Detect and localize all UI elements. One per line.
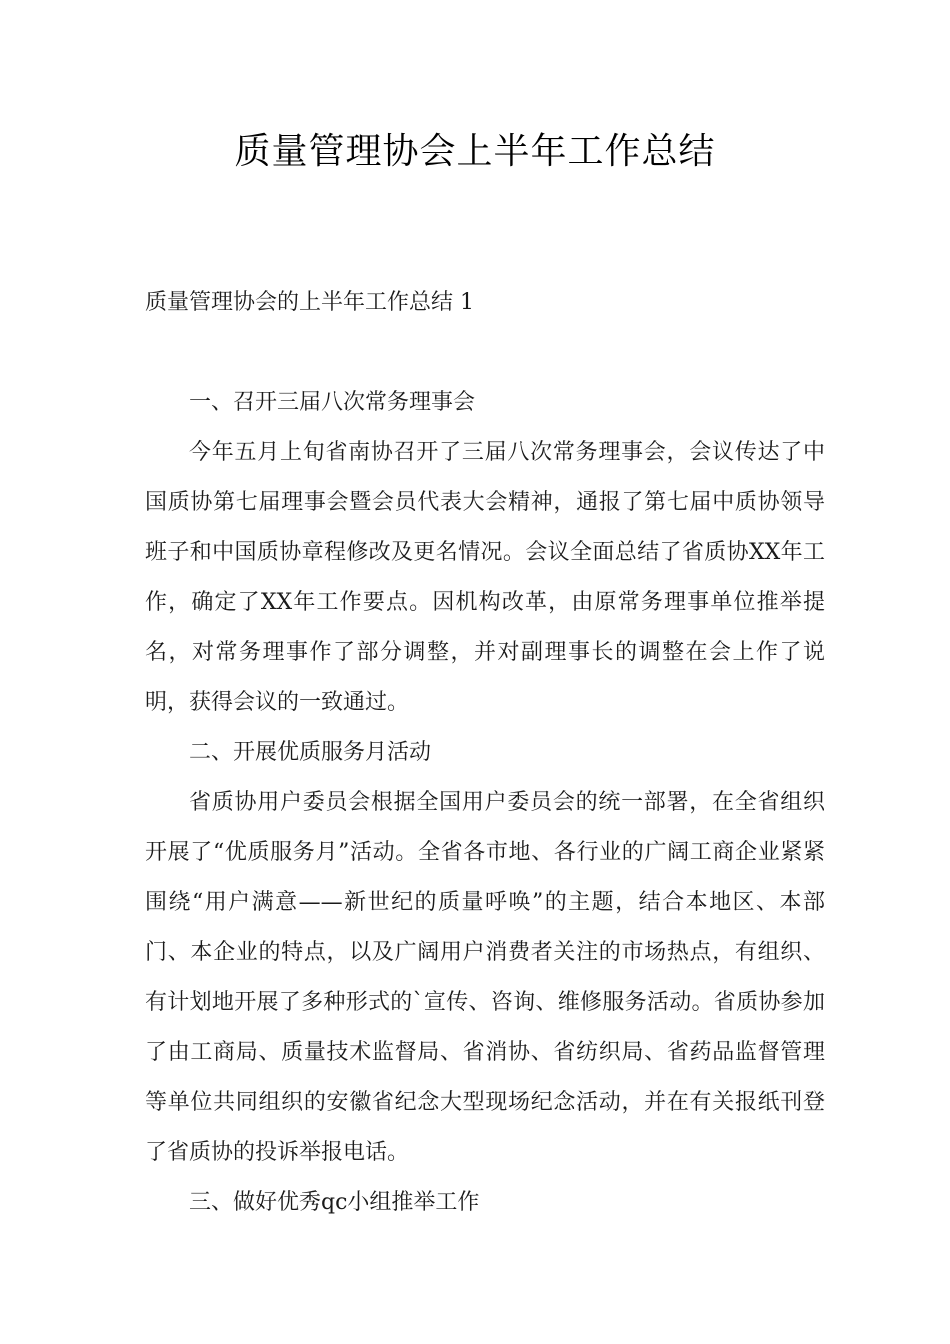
paragraph-1: 今年五月上旬省南协召开了三届八次常务理事会，会议传达了中国质协第七届理事会暨会员代表大会精神，通报了第七届中质协领导班子和中国质协章程修改及更名情况。会议全面总结了省质协XX年工作，确定了XX年工作要点。因机构改革，由原常务理事单位推举提名，对常务理事作了部分调整，并对副理事长的调整在会上作了说明，获得会议的一致通过。 bbox=[145, 440, 825, 715]
section-heading-2: 二、开展优质服务月活动 bbox=[189, 740, 432, 765]
document-body bbox=[145, 378, 825, 1228]
paragraph-2: 省质协用户委员会根据全国用户委员会的统一部署，在全省组织开展了“优质服务月”活动。全省各市地、各行业的广阔工商企业紧紧围绕“用户满意——新世纪的质量呼唤”的主题，结合本地区、本部门、本企业的特点，以及广阔用户消费者关注的市场热点，有组织、有计划地开展了多种形式的`宣传、咨询、维修服务活动。省质协参加了由工商局、质量技术监督局、省消协、省纺织局、省药品监督管理等单位共同组织的安徽省纪念大型现场纪念活动，并在有关报纸刊登了省质协的投诉举报电话。 bbox=[145, 790, 825, 1165]
document-title: 质量管理协会上半年工作总结 bbox=[234, 131, 716, 172]
document-subtitle: 质量管理协会的上半年工作总结 1 bbox=[145, 290, 474, 315]
section-heading-3: 三、做好优秀qc小组推举工作 bbox=[189, 1190, 480, 1215]
section-heading-1: 一、召开三届八次常务理事会 bbox=[189, 390, 476, 415]
